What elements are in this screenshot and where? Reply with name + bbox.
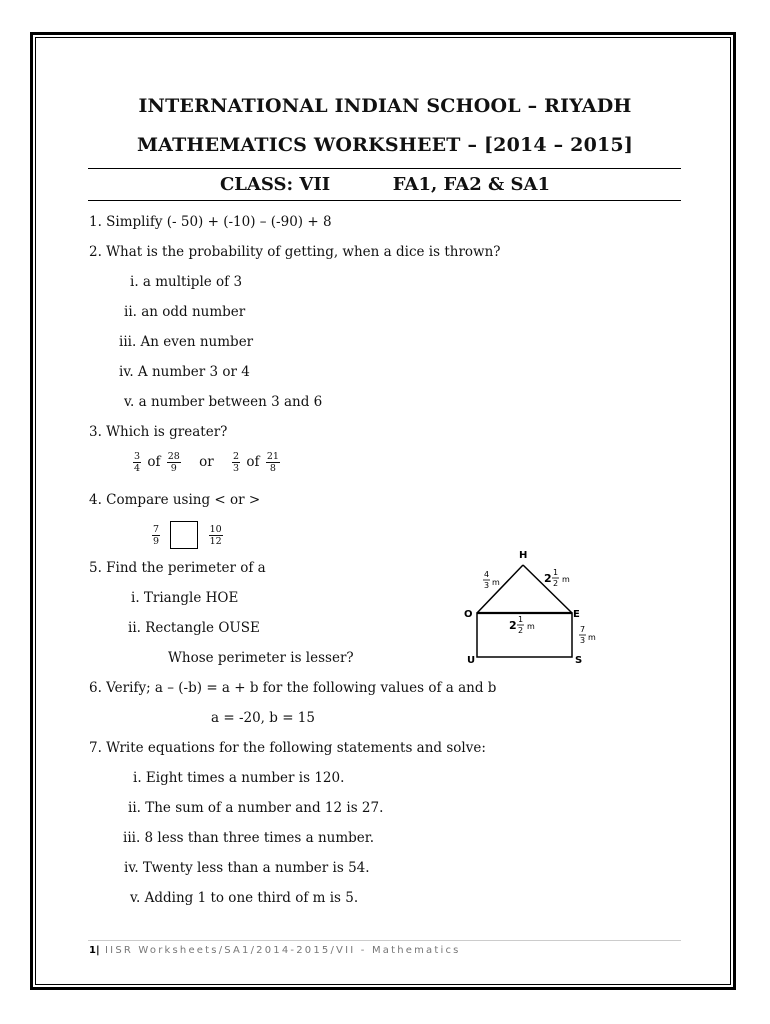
label-e: E: [573, 609, 580, 620]
svg-text:2: 2: [518, 626, 524, 635]
q4-expression: [150, 521, 225, 549]
svg-text:1: 1: [553, 568, 559, 577]
label-h: H: [519, 550, 528, 561]
question-1: 1. Simplify (- 50) + (-10) – (-90) + 8: [89, 214, 332, 230]
q2-item-5: v. a number between 3 and 6: [124, 394, 323, 410]
side-he-label: [544, 568, 570, 588]
triangle-rectangle-figure: [440, 545, 610, 670]
svg-text:m: m: [562, 575, 570, 584]
svg-text:m: m: [588, 633, 596, 642]
label-u: U: [467, 655, 476, 666]
question-6: 6. Verify; a – (-b) = a + b for the following values of a and b: [89, 680, 497, 696]
class-line: [0, 174, 770, 195]
question-2: 2. What is the probability of getting, when a dice is thrown?: [89, 244, 501, 260]
side-oe-label: [509, 615, 535, 635]
svg-text:4: 4: [484, 570, 490, 579]
q7-item-5: v. Adding 1 to one third of m is 5.: [130, 890, 359, 906]
svg-text:1: 1: [518, 615, 524, 624]
school-title: INTERNATIONAL INDIAN SCHOOL – RIYADH: [138, 95, 632, 117]
class-label: CLASS: VII: [219, 174, 331, 195]
footer-separator: |: [95, 945, 100, 956]
side-ho-label: [483, 570, 500, 590]
svg-text:7: 7: [580, 625, 586, 634]
fraction: $\frac{3}{4}$: [134, 451, 141, 474]
question-5: 5. Find the perimeter of a: [89, 560, 266, 576]
exam-label: FA1, FA2 & SA1: [392, 174, 551, 195]
q5-item-2: ii. Rectangle OUSE: [128, 620, 260, 636]
q7-item-3: iii. 8 less than three times a number.: [123, 830, 375, 846]
q6-values: a = -20, b = 15: [211, 710, 315, 726]
q7-item-1: i. Eight times a number is 120.: [133, 770, 345, 786]
q2-item-1: i. a multiple of 3: [130, 274, 243, 290]
q2-item-4: iv. A number 3 or 4: [119, 364, 250, 380]
fraction: $\frac{7}{9}$: [153, 523, 160, 547]
svg-text:2: 2: [509, 619, 517, 632]
svg-text:2: 2: [553, 579, 559, 588]
fraction: $\frac{21}{8}$: [266, 451, 279, 474]
page-number: 1: [89, 945, 96, 956]
header-rule-top: [88, 168, 681, 169]
footer-text: IISR Worksheets/SA1/2014-2015/VII - Mathematics: [105, 945, 461, 956]
page-footer: [89, 945, 461, 956]
svg-text:m: m: [492, 578, 500, 587]
svg-text:2: 2: [544, 572, 552, 585]
svg-text:3: 3: [580, 636, 586, 645]
svg-text:3: 3: [484, 581, 490, 590]
fraction: $\frac{28}{9}$: [167, 451, 180, 474]
footer-rule: [88, 940, 681, 941]
q5-note: Whose perimeter is lesser?: [168, 650, 354, 666]
question-3: 3. Which is greater?: [89, 424, 228, 440]
fraction: $\frac{2}{3}$: [233, 451, 240, 474]
q3-expression: $\frac{3}{4}$ of $\frac{28}{9}$ or $\frac{2}{3}$ of $\frac{21}{8}$: [134, 451, 279, 474]
label-o: O: [464, 609, 473, 620]
q5-item-1: i. Triangle HOE: [131, 590, 239, 606]
q7-item-4: iv. Twenty less than a number is 54.: [124, 860, 370, 876]
header-rule-bottom: [88, 200, 681, 201]
answer-box: [170, 521, 198, 549]
q2-item-2: ii. an odd number: [124, 304, 246, 320]
q7-item-2: ii. The sum of a number and 12 is 27.: [128, 800, 384, 816]
worksheet-title: MATHEMATICS WORKSHEET – [2014 – 2015]: [136, 134, 634, 156]
svg-text:m: m: [527, 622, 535, 631]
question-7: 7. Write equations for the following statements and solve:: [89, 740, 486, 756]
label-s: S: [575, 655, 583, 666]
question-4: 4. Compare using < or >: [89, 492, 261, 508]
side-es-label: [579, 625, 596, 645]
q2-item-3: iii. An even number: [119, 334, 254, 350]
fraction: $\frac{10}{12}$: [209, 523, 222, 547]
